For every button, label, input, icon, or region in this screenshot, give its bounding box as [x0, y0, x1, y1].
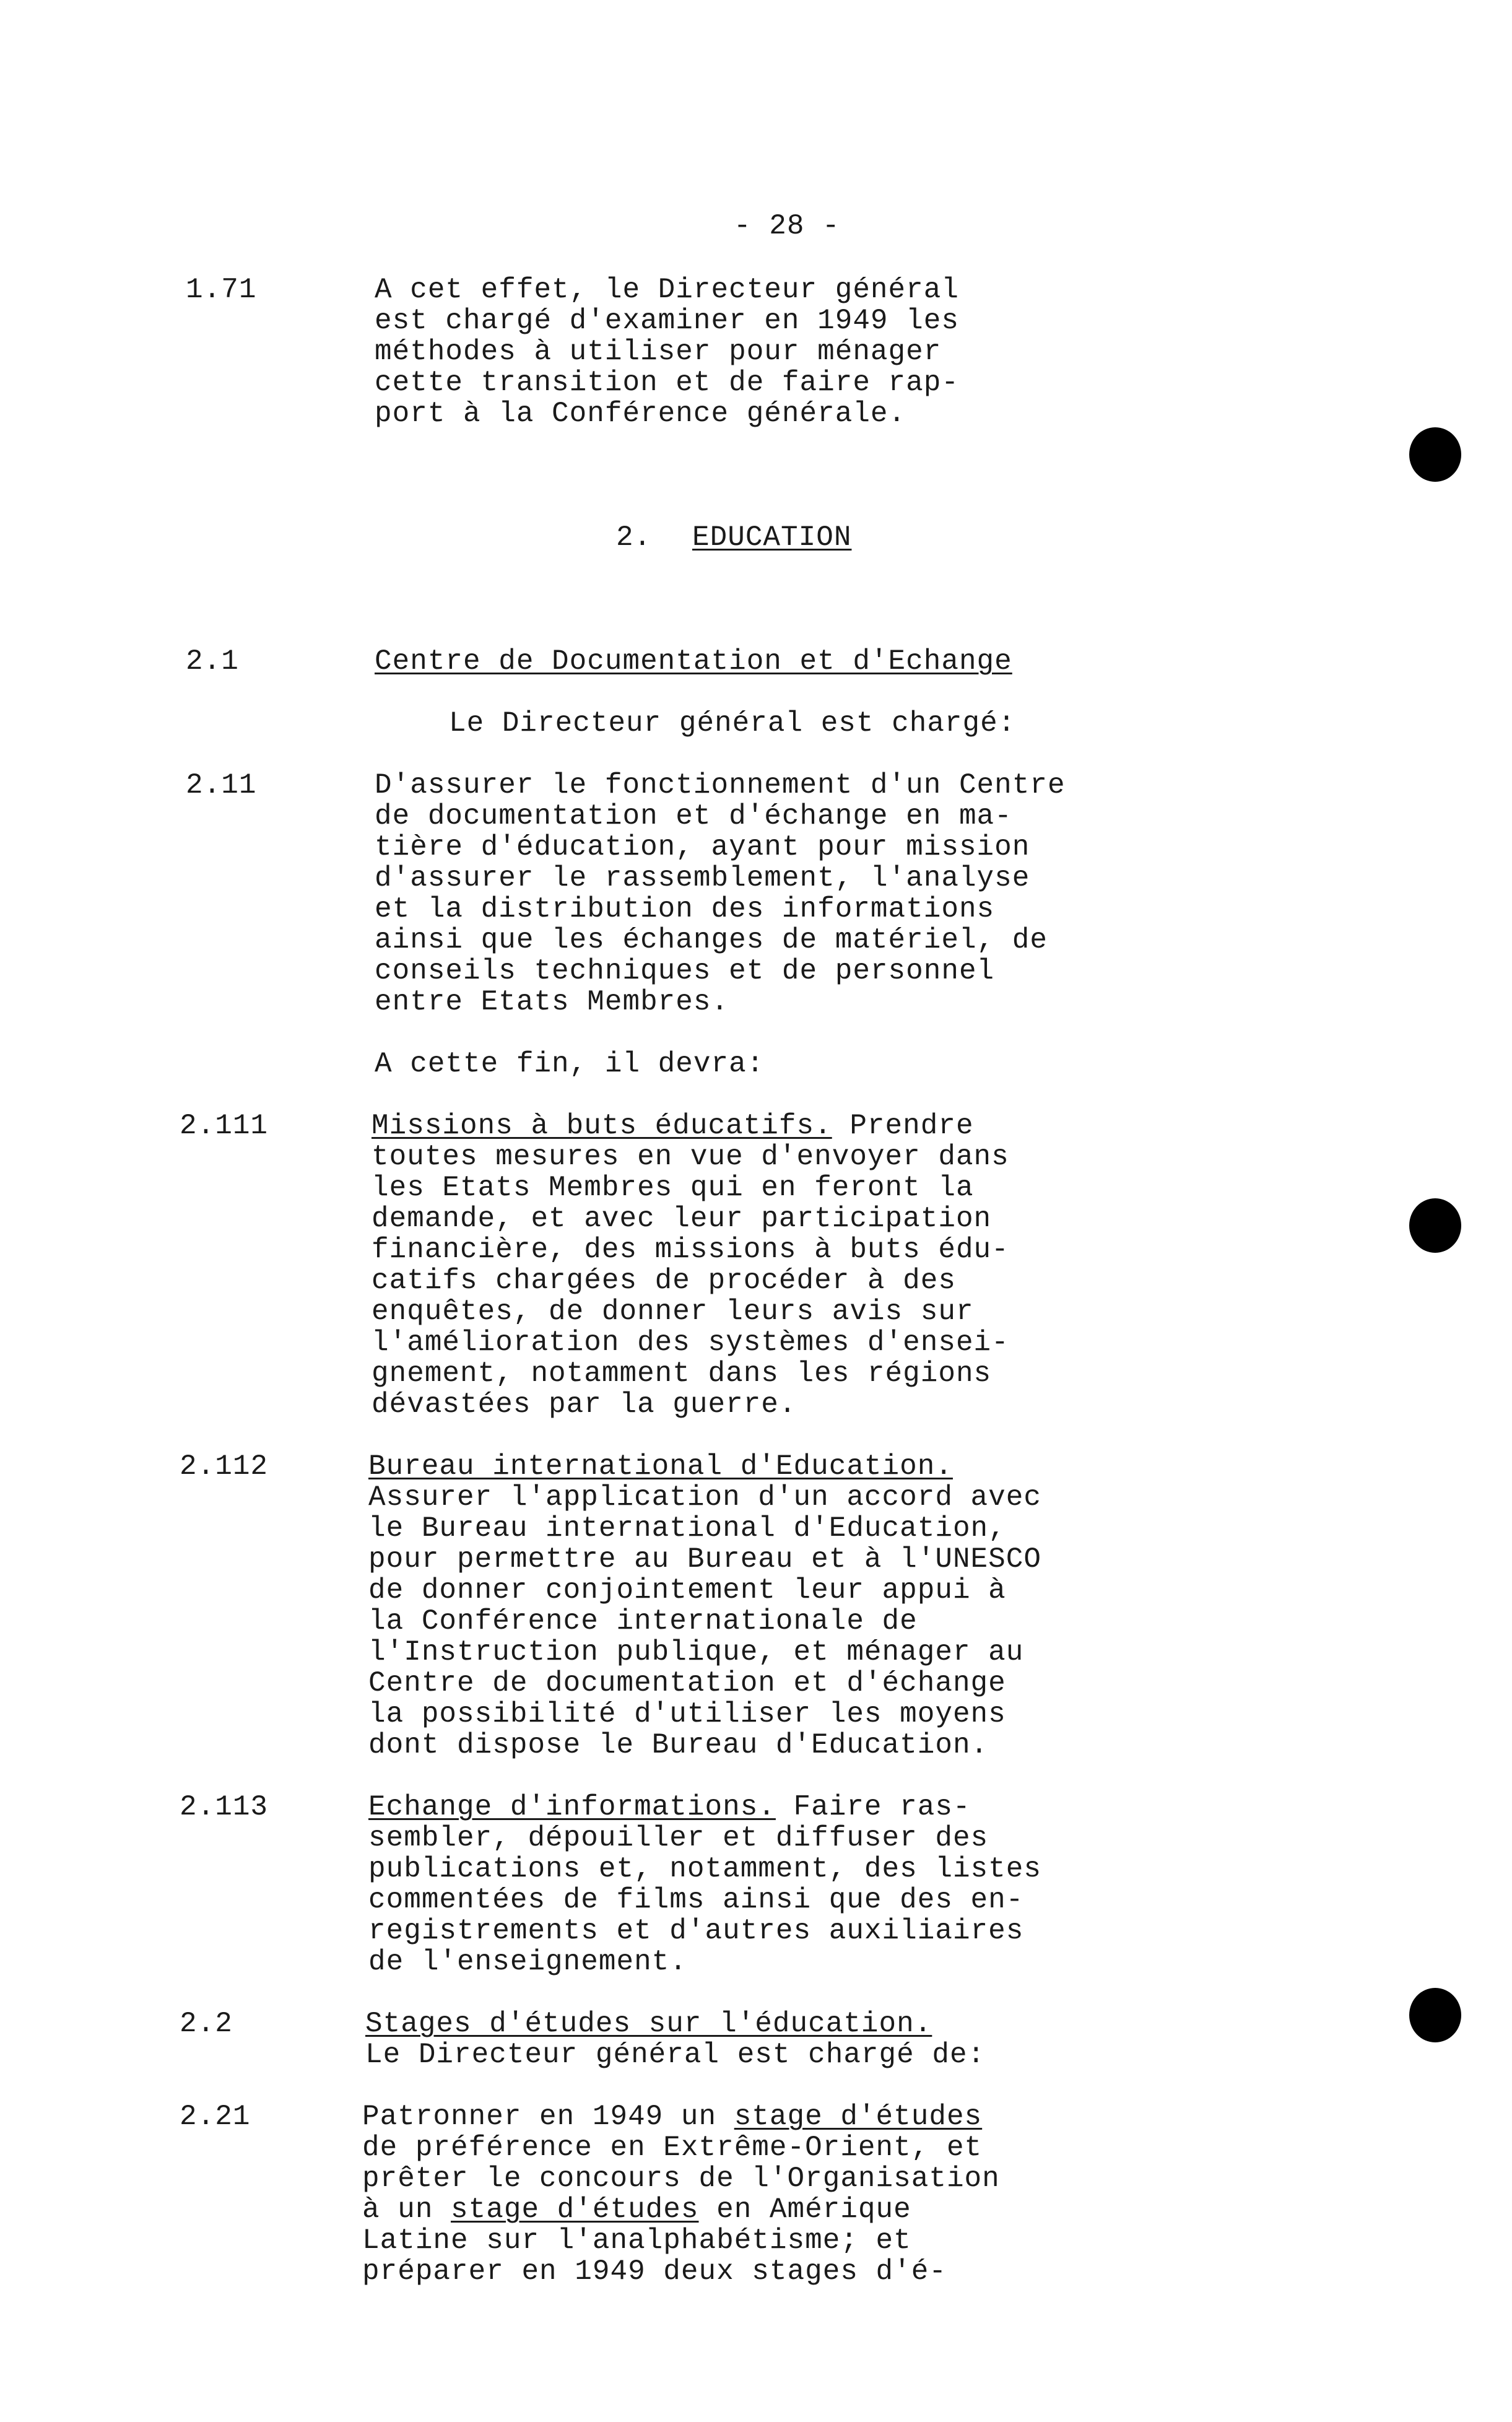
text-line: d'assurer le rassemblement, l'analyse [375, 862, 1030, 894]
section-number: 2.112 [180, 1450, 269, 1483]
paragraph [365, 2008, 985, 2070]
text-line: cette transition et de faire rap- [375, 367, 959, 399]
punch-hole [1409, 1988, 1461, 2042]
paragraph [362, 2101, 1000, 2287]
text-line: demande, et avec leur participation [371, 1203, 992, 1235]
section-title: Centre de Documentation et d'Echange [375, 645, 1012, 677]
text-line: de documentation et d'échange en ma- [375, 800, 1012, 832]
text-line: préparer en 1949 deux stages d'é- [362, 2255, 947, 2288]
underlined-term: stage d'études [734, 2101, 983, 2133]
text-line: dévastées par la guerre. [371, 1388, 797, 1421]
text-line: gnement, notamment dans les régions [371, 1357, 992, 1390]
text-line: de préférence en Extrême-Orient, et [362, 2132, 983, 2164]
text-line: conseils techniques et de personnel [375, 955, 995, 987]
text-line: tière d'éducation, ayant pour mission [375, 831, 1030, 863]
text-line: de l'enseignement. [368, 1946, 687, 1978]
text-fragment: Prendre [832, 1110, 974, 1142]
section-title: Bureau international d'Education. [368, 1450, 953, 1483]
text-fragment: Faire ras- [775, 1791, 971, 1823]
section-number: 2.21 [180, 2101, 251, 2133]
text-line: ainsi que les échanges de matériel, de [375, 924, 1048, 956]
heading-title: EDUCATION [692, 521, 852, 554]
text-fragment: Patronner en 1949 un [362, 2101, 734, 2133]
section-title: Echange d'informations. [368, 1791, 776, 1823]
paragraph [368, 1792, 1041, 1977]
paragraph [368, 1451, 1041, 1761]
heading-number: 2. [616, 521, 652, 554]
text-line: entre Etats Membres. [375, 986, 729, 1018]
section-number: 1.71 [186, 274, 257, 306]
text-line: de donner conjointement leur appui à [368, 1574, 1006, 1606]
text-line: commentées de films ainsi que des en- [368, 1884, 1024, 1916]
intro-line: A cette fin, il devra: [375, 1048, 765, 1080]
section-number: 2.111 [180, 1110, 269, 1142]
text-line: port à la Conférence générale. [375, 398, 906, 430]
text-line: méthodes à utiliser pour ménager [375, 336, 942, 368]
text-line: financière, des missions à buts édu- [371, 1234, 1009, 1266]
text-line: Latine sur l'analphabétisme; et [362, 2224, 911, 2257]
text-line: et la distribution des informations [375, 893, 995, 925]
text-line: dont dispose le Bureau d'Education. [368, 1729, 989, 1761]
section-number: 2.113 [180, 1791, 269, 1823]
text-line: prêter le concours de l'Organisation [362, 2163, 1000, 2195]
section-title: Missions à buts éducatifs. [371, 1110, 832, 1142]
text-line: l'Instruction publique, et ménager au [368, 1636, 1024, 1668]
text-line: le Bureau international d'Education, [368, 1512, 1006, 1544]
section-number: 2.2 [180, 2008, 233, 2040]
text-line: publications et, notamment, des listes [368, 1853, 1041, 1885]
section-title: Stages d'études sur l'éducation. [365, 2008, 932, 2040]
punch-hole [1409, 427, 1461, 482]
text-line: est chargé d'examiner en 1949 les [375, 305, 959, 337]
underlined-term: stage d'études [451, 2193, 699, 2226]
page-number: - 28 - [734, 210, 840, 242]
text-line: l'amélioration des systèmes d'ensei- [371, 1326, 1009, 1359]
punch-hole [1409, 1198, 1461, 1253]
text-line: la possibilité d'utiliser les moyens [368, 1698, 1006, 1730]
text-line: A cet effet, le Directeur général [375, 274, 959, 306]
text-line: les Etats Membres qui en feront la [371, 1172, 974, 1204]
section-number: 2.11 [186, 769, 257, 801]
intro-line: Le Directeur général est chargé: [449, 707, 1016, 739]
text-line: Assurer l'application d'un accord avec [368, 1481, 1041, 1514]
text-fragment: à un [362, 2193, 451, 2226]
text-line: toutes mesures en vue d'envoyer dans [371, 1141, 1009, 1173]
text-line: registrements et d'autres auxiliaires [368, 1915, 1024, 1947]
text-line: D'assurer le fonctionnement d'un Centre [375, 769, 1066, 801]
text-line: sembler, dépouiller et diffuser des [368, 1822, 989, 1854]
text-fragment: en Amérique [698, 2193, 911, 2226]
text-line: Le Directeur général est chargé de: [365, 2039, 986, 2071]
text-line: catifs chargées de procéder à des [371, 1265, 956, 1297]
text-line: Centre de documentation et d'échange [368, 1667, 1006, 1699]
text-line: enquêtes, de donner leurs avis sur [371, 1296, 974, 1328]
text-line: la Conférence internationale de [368, 1605, 918, 1637]
section-number: 2.1 [186, 645, 239, 677]
text-line: pour permettre au Bureau et à l'UNESCO [368, 1543, 1041, 1575]
paragraph [375, 274, 959, 429]
paragraph [375, 770, 1066, 1017]
paragraph [371, 1110, 1009, 1420]
